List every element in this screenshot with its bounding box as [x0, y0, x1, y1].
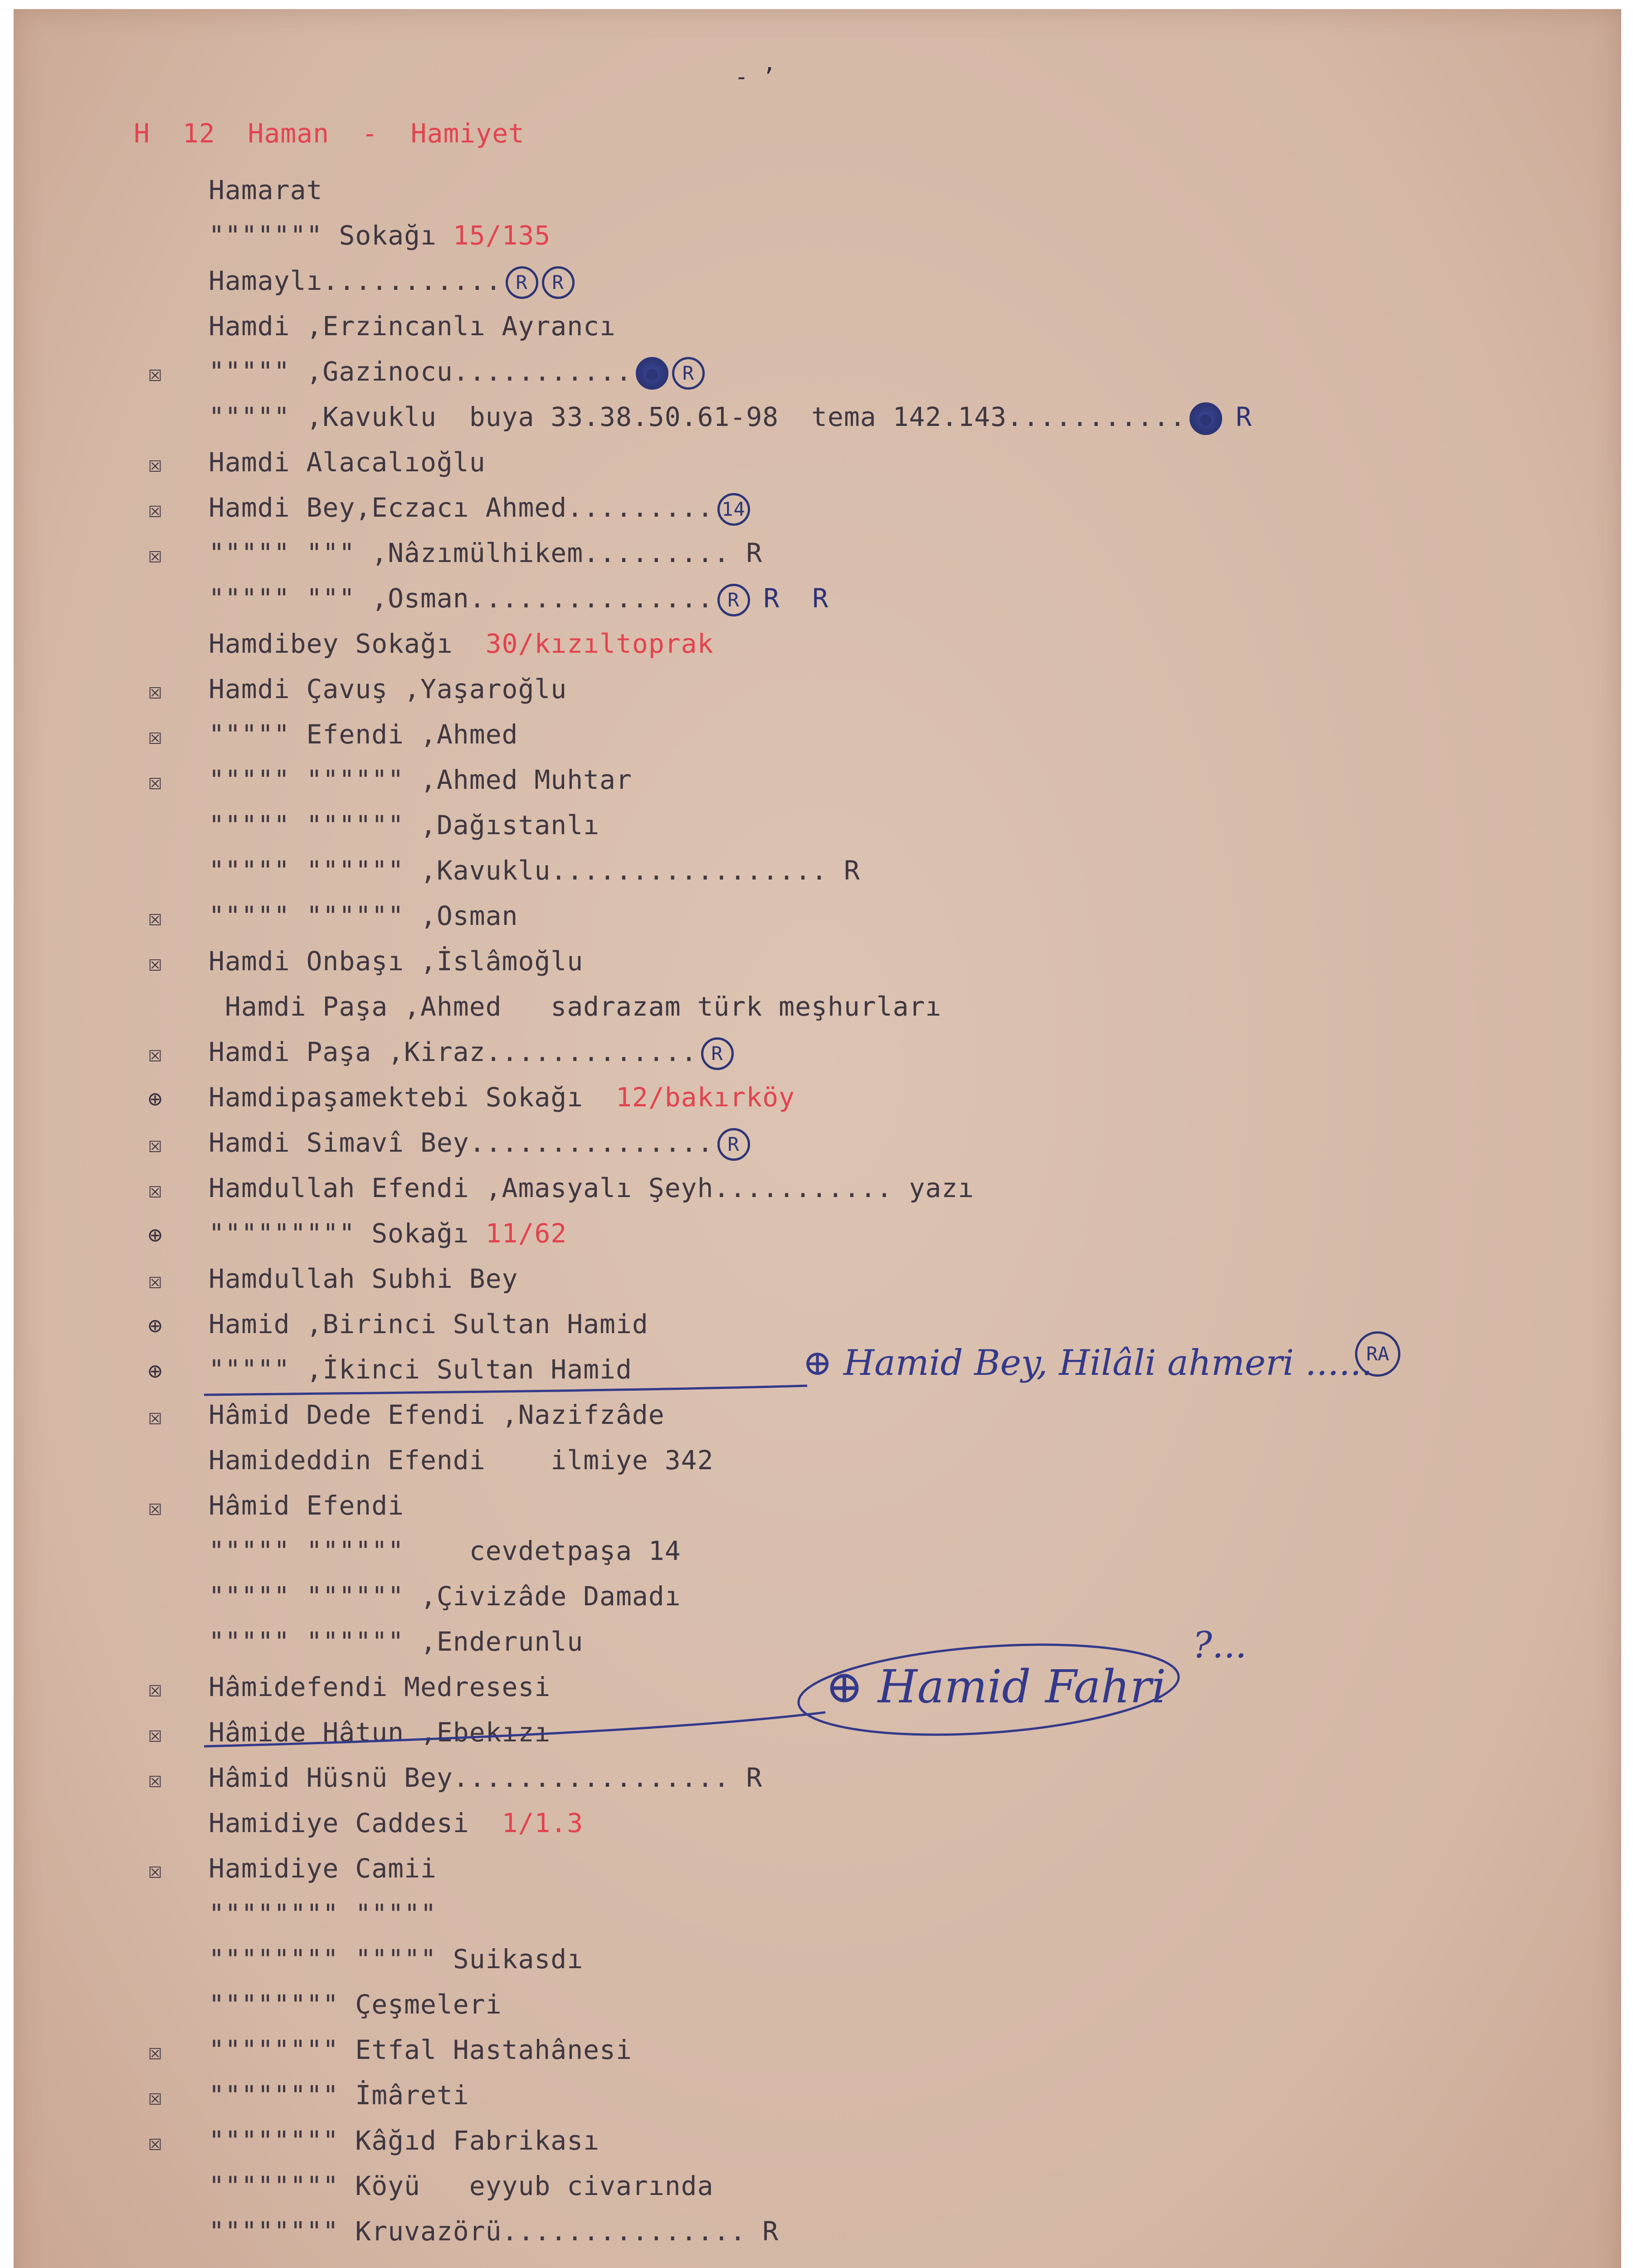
- entry-text: Hâmidefendi Medresesi: [209, 1672, 551, 1702]
- entry-status-mark: ☒: [148, 450, 162, 478]
- entry-status-mark: ☒: [148, 2129, 162, 2156]
- entry-status-mark: ☒: [148, 1721, 162, 1748]
- handwritten-circle-mark: RA: [1355, 1331, 1400, 1377]
- entry-text: """""""" """"" Suikasdı: [209, 1944, 584, 1975]
- circled-mark: ●: [636, 357, 668, 390]
- circled-mark: R: [717, 584, 750, 616]
- entry-text: Hamdullah Subhi Bey: [209, 1263, 518, 1294]
- entry-status-mark: ☒: [148, 904, 162, 931]
- entry-status-mark: ⊕: [148, 1312, 162, 1339]
- entry-text: Hamdi Bey,Eczacı Ahmed.........: [209, 492, 714, 523]
- document-sheet: [14, 9, 1621, 2268]
- entry-text: Hamarat: [209, 175, 323, 205]
- entry-text: """""""" Kâğıd Fabrikası: [209, 2125, 600, 2156]
- handwritten-question: ?...: [1193, 1624, 1247, 1666]
- entry-text: """""""" İmâreti: [209, 2080, 469, 2111]
- entry-reference: 15/135: [453, 220, 551, 251]
- entry-text: """""""" Köyü eyyub civarında: [209, 2170, 714, 2201]
- entry-reference: 1/1.3: [502, 1808, 584, 1838]
- entry-text: Hamdi Çavuş ,Yaşaroğlu: [209, 674, 567, 704]
- entry-text: """"" ,Gazinocu...........: [209, 356, 632, 387]
- page-header: H 12 Haman - Hamiyet: [134, 118, 525, 149]
- entry-status-mark: ☒: [148, 1131, 162, 1158]
- entry-text: """"" """""" ,Ahmed Muhtar: [209, 764, 632, 795]
- entry-text: Hamdi Paşa ,Kiraz.............: [209, 1036, 697, 1067]
- entry-text: Hâmide Hâtun ,Ebekızı: [209, 1717, 551, 1748]
- circled-mark: R: [717, 1128, 750, 1161]
- entry-text: Hamdullah Efendi ,Amasyalı Şeyh........... yazı: [209, 1173, 975, 1203]
- circled-mark: 14: [717, 493, 750, 526]
- entry-status-mark: ☒: [148, 360, 162, 387]
- entry-status-mark: ☒: [148, 723, 162, 750]
- circled-mark: R: [506, 266, 538, 299]
- entry-status-mark: ☒: [148, 1176, 162, 1203]
- entry-status-mark: ☒: [148, 1403, 162, 1430]
- entry-text: Hamdibey Sokağı: [209, 628, 486, 659]
- entry-text: """"" """""" ,Enderunlu: [209, 1626, 584, 1657]
- entry-text: Hâmid Hüsnü Bey................. R: [209, 1762, 763, 1793]
- handwriting-strokes: [14, 9, 1621, 2268]
- entry-status-mark: ☒: [148, 1267, 162, 1294]
- entry-text: Hamideddin Efendi ilmiye 342: [209, 1445, 714, 1476]
- circled-mark: ●: [1189, 402, 1222, 435]
- entry-status-mark: ☒: [148, 1766, 162, 1793]
- entry-text: """"" ,İkinci Sultan Hamid: [209, 1354, 632, 1385]
- entry-annotation: R R: [763, 583, 829, 614]
- entry-text: """"""" Sokağı: [209, 220, 453, 251]
- handwritten-note-hamid-fahri: ⊕ Hamid Fahri: [825, 1660, 1166, 1713]
- entry-status-mark: ⊕: [148, 1222, 162, 1249]
- entry-text: Hamdi Paşa ,Ahmed sadrazam türk meşhurları: [209, 991, 942, 1022]
- entry-text: """"" """""" cevdetpaşa 14: [209, 1535, 681, 1566]
- entry-text: Hâmid Dede Efendi ,Nazifzâde: [209, 1399, 665, 1430]
- entry-text: """"" """ ,Nâzımülhikem......... R: [209, 538, 763, 568]
- entry-text: Hamdipaşamektebi Sokağı: [209, 1082, 616, 1113]
- entry-text: """""""" Etfal Hastahânesi: [209, 2034, 632, 2065]
- top-mark: - ’: [735, 64, 776, 90]
- entry-reference: 12/bakırköy: [615, 1082, 795, 1113]
- entry-text: """"" """""" ,Çivizâde Damadı: [209, 1581, 681, 1612]
- entry-text: Hâmid Efendi: [209, 1490, 405, 1521]
- entry-text: """"" """""" ,Osman: [209, 900, 518, 931]
- entry-status-mark: ☒: [148, 1857, 162, 1884]
- entry-status-mark: ☒: [148, 541, 162, 568]
- entry-text: """"" """""" ,Dağıstanlı: [209, 810, 600, 841]
- entry-text: Hamdi ,Erzincanlı Ayrancı: [209, 311, 616, 342]
- entry-text: Hamdi Onbaşı ,İslâmoğlu: [209, 946, 584, 977]
- entry-text: """"" """ ,Osman...............: [209, 583, 714, 614]
- entry-status-mark: ☒: [148, 768, 162, 795]
- entry-reference: 30/kızıltoprak: [485, 628, 714, 659]
- circled-mark: R: [701, 1037, 734, 1070]
- entry-text: Hamaylı...........: [209, 265, 502, 296]
- circled-mark: R: [672, 357, 705, 390]
- entry-text: """""""" Çeşmeleri: [209, 1989, 502, 2020]
- entry-status-mark: ☒: [148, 677, 162, 704]
- entry-text: """"" ,Kavuklu buya 33.38.50.61-98 tema 142.143...........: [209, 401, 1186, 432]
- entry-status-mark: ☒: [148, 1040, 162, 1067]
- entry-status-mark: ☒: [148, 1494, 162, 1521]
- entry-text: """"" Efendi ,Ahmed: [209, 719, 518, 750]
- entry-status-mark: ☒: [148, 2083, 162, 2111]
- circled-mark: R: [542, 266, 575, 299]
- entry-text: Hamidiye Camii: [209, 1853, 437, 1884]
- entry-text: Hamidiye Caddesi: [209, 1808, 502, 1838]
- entry-status-mark: ⊕: [148, 1358, 162, 1385]
- entry-text: """"""""" Sokağı: [209, 1218, 486, 1249]
- entry-text: Hamdi Simavî Bey...............: [209, 1127, 714, 1158]
- entry-status-mark: ☒: [148, 1675, 162, 1702]
- entry-text: Hamdi Alacalıoğlu: [209, 447, 486, 478]
- entry-text: """""""" Kruvazörü............... R: [209, 2216, 779, 2247]
- entry-status-mark: ☒: [148, 2038, 162, 2065]
- entry-text: Hamid ,Birinci Sultan Hamid: [209, 1309, 648, 1339]
- entry-text: """""""" """"": [209, 1898, 437, 1929]
- entry-status-mark: ☒: [148, 496, 162, 523]
- handwritten-note-hamid-bey: ⊕ Hamid Bey, Hilâli ahmeri ......: [803, 1343, 1373, 1383]
- entry-status-mark: ☒: [148, 949, 162, 977]
- entry-status-mark: ⊕: [148, 1085, 162, 1113]
- entry-reference: 11/62: [485, 1218, 567, 1249]
- entry-annotation: R: [1236, 401, 1253, 432]
- entry-text: """"" """""" ,Kavuklu................. R: [209, 855, 860, 886]
